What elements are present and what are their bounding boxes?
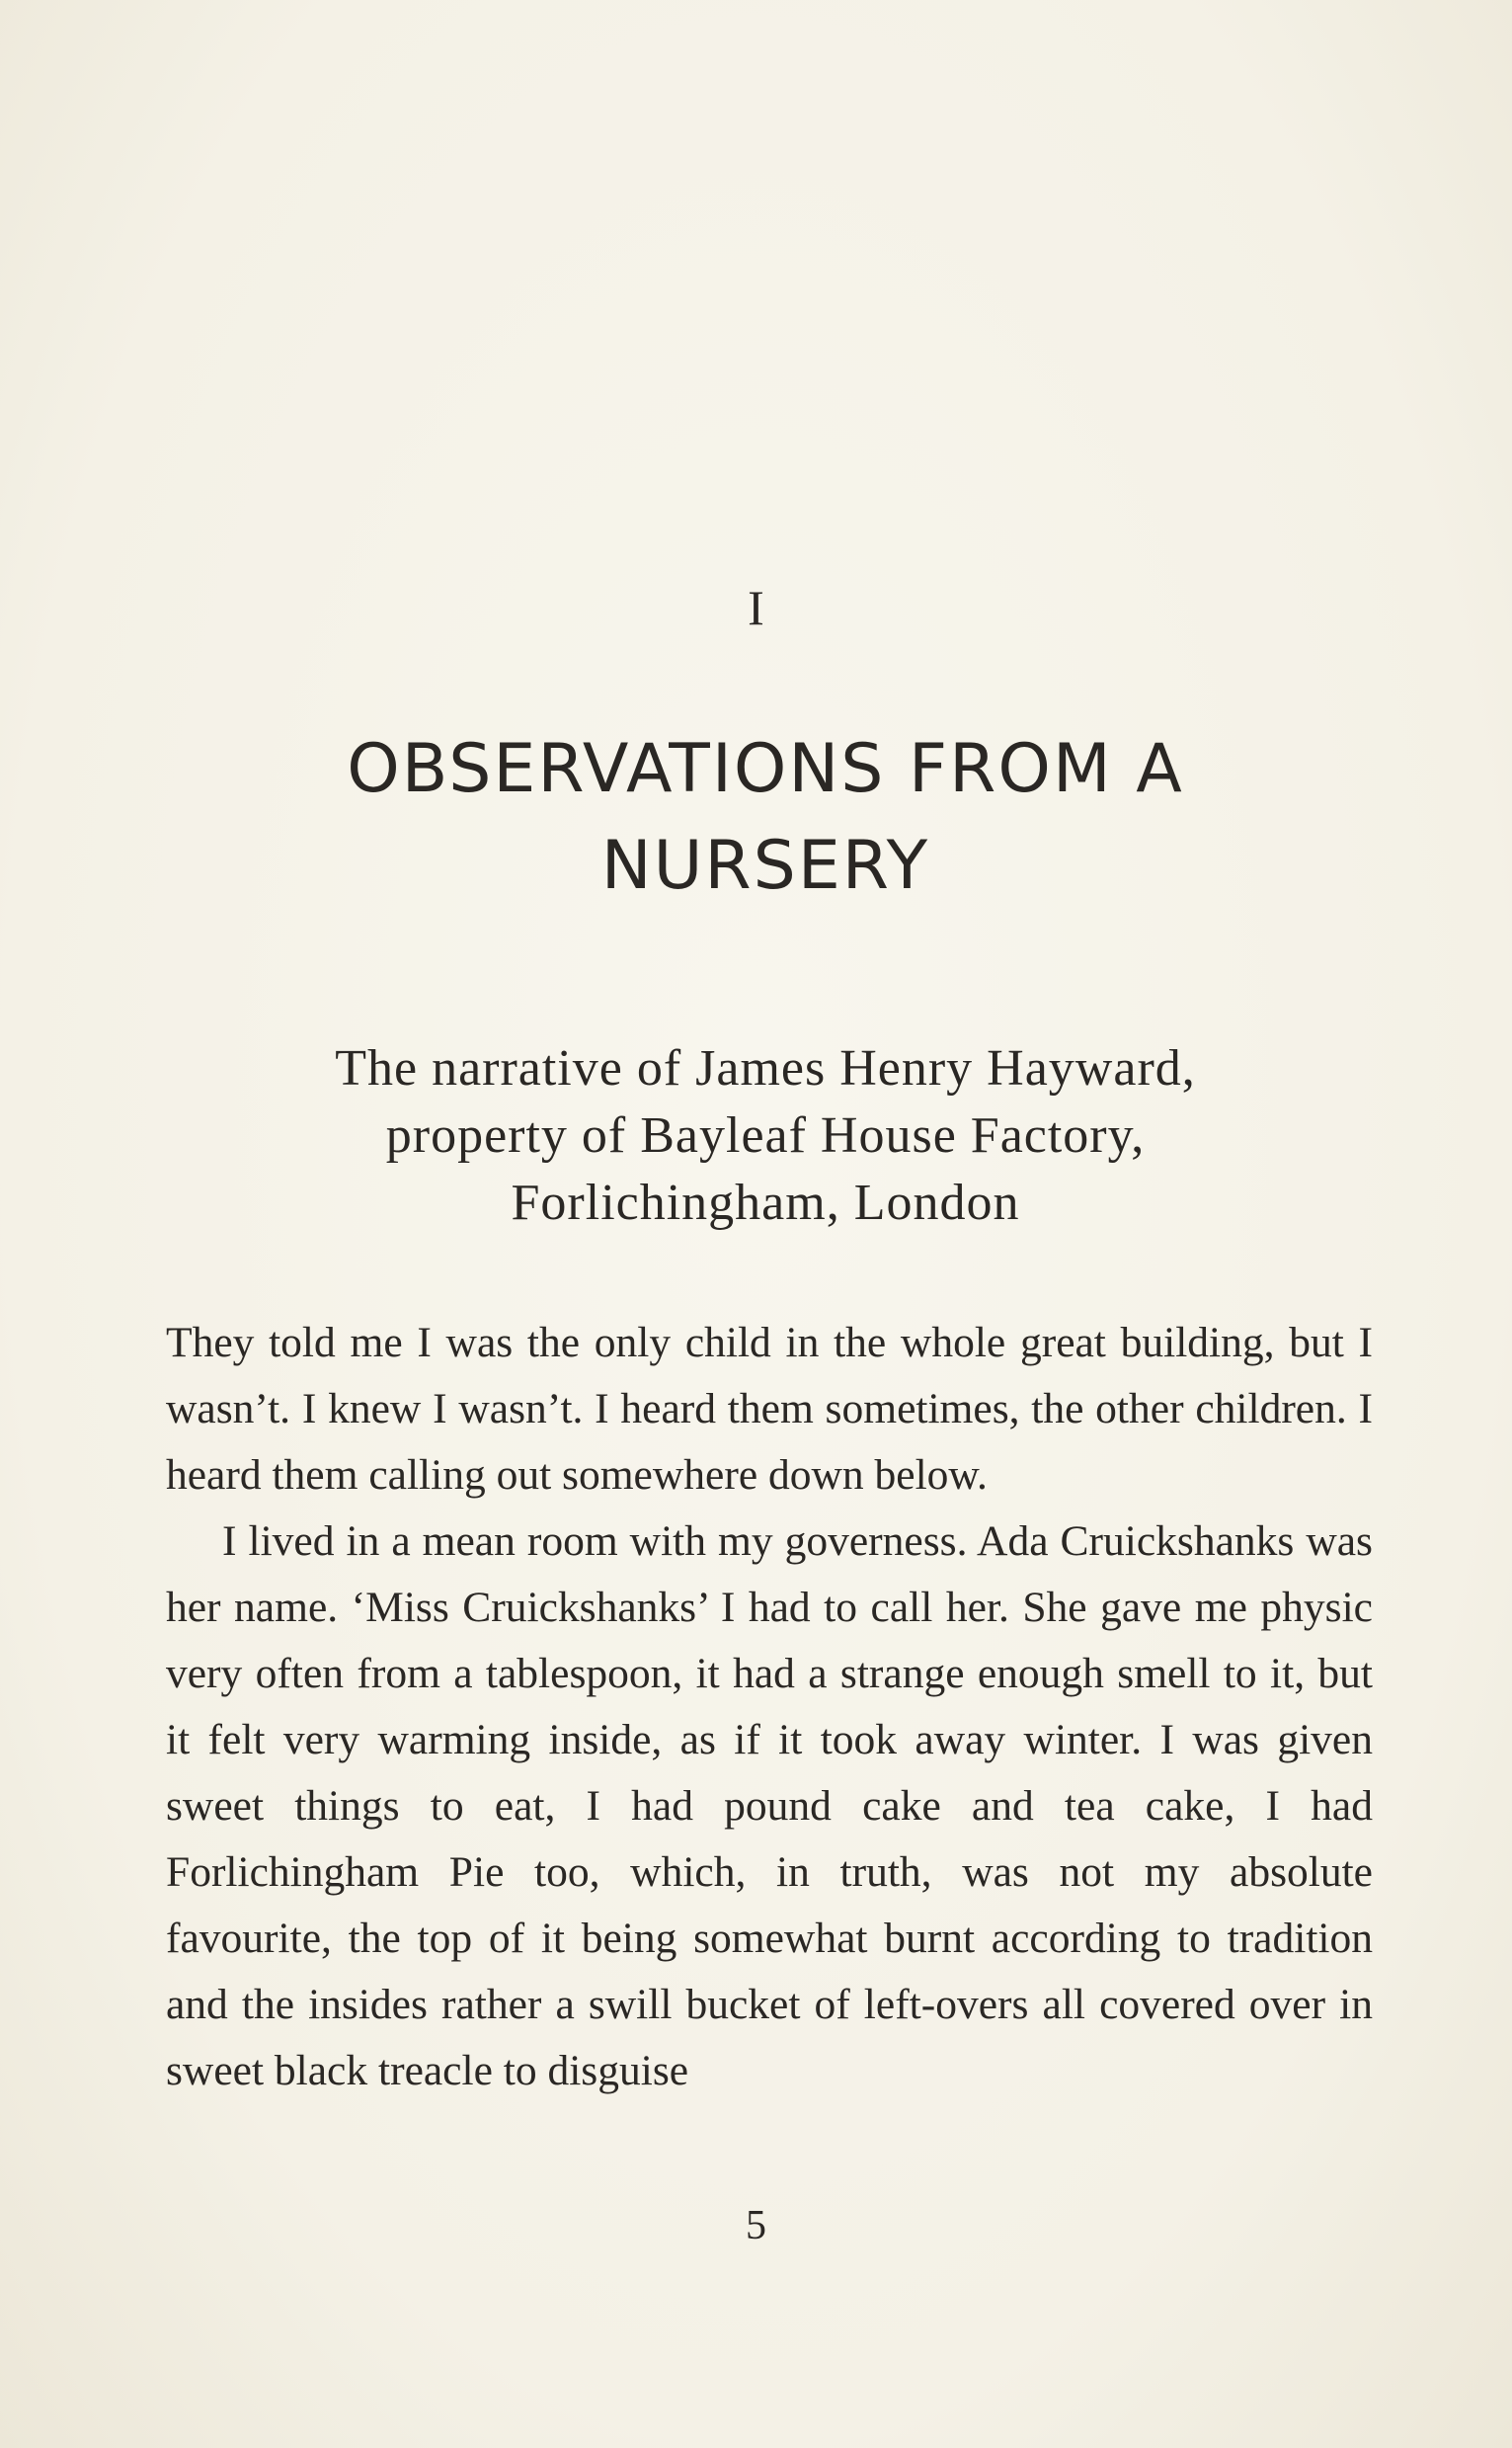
paragraph-2: I lived in a mean room with my governess. Ada Cruickshanks was her name. ‘Miss Cruickshanks’ I had to call her. She gave me physic very often from a tablespoon, it had a strange enough smell to it, but it felt very warming inside, as if it took away winter. I was given sweet things to eat, I had pound cake and tea cake, I had Forlichingham Pie too, which, in truth, was not my absolute favourite, the top of it being somewhat burnt according to tradition and the insides rather a swill bucket of left-overs all covered over in sweet black treacle to disguise <box>166 1517 1373 2094</box>
body-text <box>166 1310 1373 2104</box>
paragraph-1: They told me I was the only child in the whole great building, but I wasn’t. I knew I wasn’t. I heard them sometimes, the other children. I heard them calling out somewhere down below. <box>166 1319 1373 1499</box>
chapter-subtitle <box>168 1035 1363 1237</box>
subtitle-line-3: Forlichingham, London <box>511 1175 1020 1231</box>
chapter-title-line-2: NURSERY <box>600 827 930 905</box>
page-number: 5 <box>746 2203 766 2248</box>
chapter-title-line-1: OBSERVATIONS FROM A <box>347 730 1184 808</box>
chapter-number: I <box>748 580 764 635</box>
subtitle-line-1: The narrative of James Henry Hayward, <box>335 1040 1196 1097</box>
chapter-title <box>188 721 1343 915</box>
subtitle-line-2: property of Bayleaf House Factory, <box>385 1107 1146 1164</box>
